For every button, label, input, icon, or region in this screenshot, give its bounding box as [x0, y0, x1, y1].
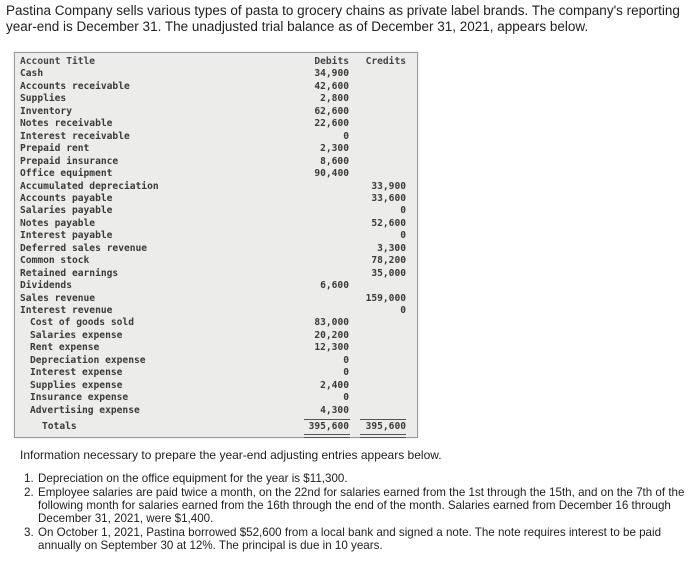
- credit-amount: 78,200: [371, 255, 406, 266]
- account-title: Insurance expense: [30, 392, 129, 403]
- item-number: 2.: [24, 486, 34, 499]
- total-rule-credit: [360, 419, 406, 420]
- account-title: Sales revenue: [20, 293, 96, 304]
- adjustment-list: [24, 472, 692, 553]
- double-underline: [304, 434, 350, 435]
- account-title: Cash: [20, 68, 44, 79]
- double-underline: [360, 437, 406, 438]
- credit-amount: 159,000: [365, 293, 406, 304]
- item-text: Employee salaries are paid twice a month, on the 22nd for salaries earned from the 1st through the 15th, and on the 7th of the following month for salaries earned from the 16th through the end of the month. Salaries earned from December 16 through December 31, 2021, were $1,400.: [38, 486, 685, 525]
- credit-amount: 33,900: [371, 181, 406, 192]
- credit-amount: 35,000: [371, 268, 406, 279]
- double-underline: [304, 437, 350, 438]
- debit-amount: 2,800: [320, 93, 349, 104]
- info-heading: Information necessary to prepare the year-end adjusting entries appears below.: [20, 448, 442, 462]
- intro-paragraph: Pastina Company sells various types of pasta to grocery chains as private label brands. The company's reporting year-end is December 31. The unadjusted trial balance as of December 31, 2021, appears below.: [6, 3, 680, 34]
- account-title: Advertising expense: [30, 405, 140, 416]
- account-title: Interest expense: [30, 367, 123, 378]
- account-title: Supplies: [20, 93, 67, 104]
- account-title: Depreciation expense: [30, 355, 146, 366]
- list-item: [24, 486, 692, 525]
- account-title: Interest receivable: [20, 131, 130, 142]
- item-text: Depreciation on the office equipment for the year is $11,300.: [38, 472, 348, 485]
- account-title: Interest revenue: [20, 305, 113, 316]
- debit-amount: 42,600: [314, 81, 349, 92]
- account-title: Salaries expense: [30, 330, 123, 341]
- credit-amount: 0: [400, 205, 406, 216]
- item-number: 3.: [24, 526, 34, 539]
- debit-amount: 8,600: [320, 156, 349, 167]
- account-title: Common stock: [20, 255, 90, 266]
- debit-amount: 2,300: [320, 143, 349, 154]
- account-title: Dividends: [20, 280, 72, 291]
- credit-amount: 52,600: [371, 218, 406, 229]
- account-title: Cost of goods sold: [30, 317, 134, 328]
- debit-amount: 62,600: [314, 106, 349, 117]
- account-title: Notes receivable: [20, 118, 113, 129]
- credit-amount: 0: [400, 230, 406, 241]
- debit-amount: 6,600: [320, 280, 349, 291]
- total-credits: 395,600: [365, 421, 406, 432]
- account-title: Office equipment: [20, 168, 113, 179]
- debit-amount: 20,200: [314, 330, 349, 341]
- debit-amount: 90,400: [314, 168, 349, 179]
- account-title: Salaries payable: [20, 205, 113, 216]
- item-text: On October 1, 2021, Pastina borrowed $52,600 from a local bank and signed a note. The note requires interest to be paid annually on September 30 at 12%. The principal is due in 10 years.: [38, 526, 662, 552]
- account-title: Interest payable: [20, 230, 113, 241]
- debit-amount: 34,900: [314, 68, 349, 79]
- debit-amount: 22,600: [314, 118, 349, 129]
- account-title: Retained earnings: [20, 268, 119, 279]
- debit-amount: 0: [343, 355, 349, 366]
- header-account-title: Account Title: [20, 56, 96, 67]
- credit-amount: 0: [400, 305, 406, 316]
- debit-amount: 0: [343, 392, 349, 403]
- account-title: Notes payable: [20, 218, 96, 229]
- double-underline: [360, 434, 406, 435]
- list-item: [24, 526, 692, 552]
- debit-amount: 0: [343, 367, 349, 378]
- account-title: Accumulated depreciation: [20, 181, 159, 192]
- item-number: 1.: [24, 472, 34, 485]
- account-title: Accounts payable: [20, 193, 113, 204]
- total-debits: 395,600: [308, 421, 349, 432]
- account-title: Inventory: [20, 106, 72, 117]
- account-title: Deferred sales revenue: [20, 243, 148, 254]
- debit-amount: 2,400: [320, 380, 349, 391]
- totals-label: Totals: [42, 421, 77, 432]
- account-title: Prepaid rent: [20, 143, 90, 154]
- account-title: Supplies expense: [30, 380, 123, 391]
- debit-amount: 12,300: [314, 342, 349, 353]
- header-credits: Credits: [365, 56, 406, 67]
- debit-amount: 83,000: [314, 317, 349, 328]
- header-debits: Debits: [314, 56, 349, 67]
- total-rule-debit: [304, 419, 350, 420]
- list-item: [24, 472, 692, 485]
- debit-amount: 0: [343, 131, 349, 142]
- account-title: Prepaid insurance: [20, 156, 119, 167]
- credit-amount: 3,300: [377, 243, 406, 254]
- account-title: Accounts receivable: [20, 81, 130, 92]
- account-title: Rent expense: [30, 342, 100, 353]
- credit-amount: 33,600: [371, 193, 406, 204]
- debit-amount: 4,300: [320, 405, 349, 416]
